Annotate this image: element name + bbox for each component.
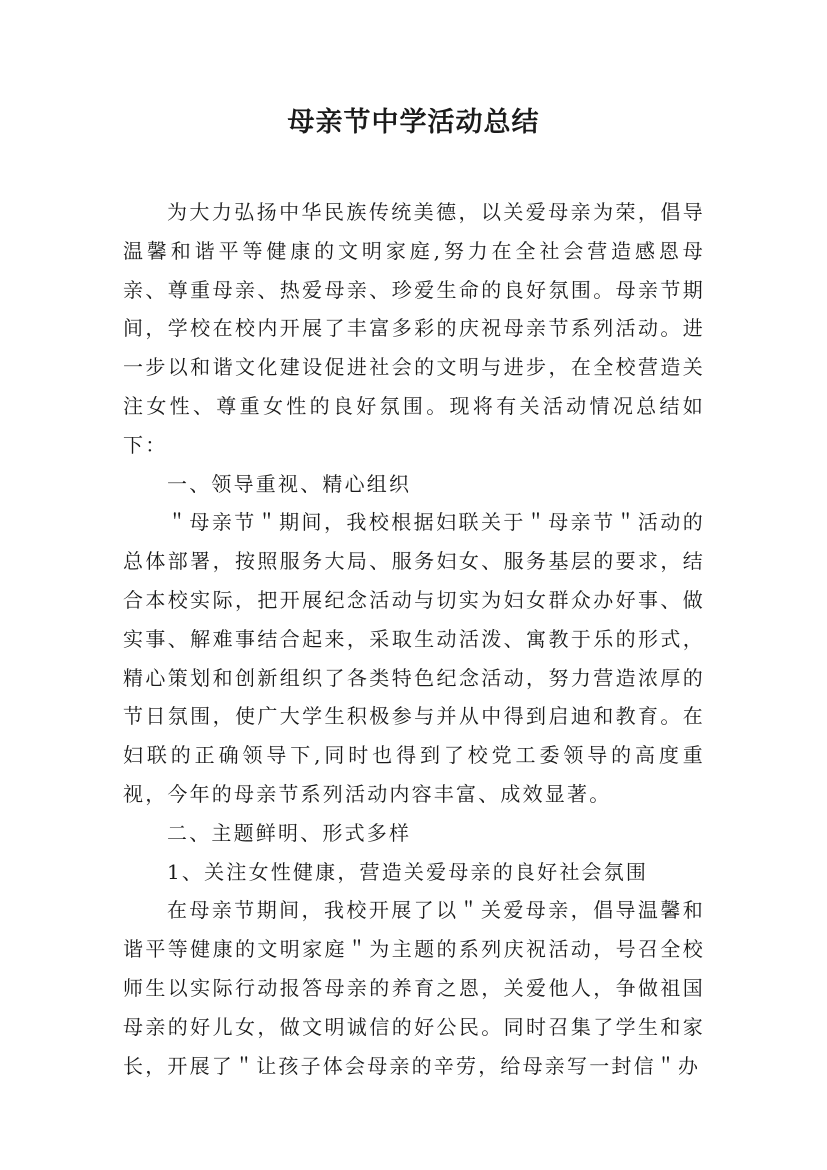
leadership-paragraph: ＂母亲节＂期间，我校根据妇联关于＂母亲节＂活动的总体部署，按照服务大局、服务妇女、服务基层的要求，结合本校实际，把开展纪念活动与切实为妇女群众办好事、做实事、解难事结合起来，采取生动活泼、寓教于乐的形式，精心策划和创新组织了各类特色纪念活动，努力营造浓厚的节日氛围，使广大学生积极参与并从中得到启迪和教育。在妇联的正确领导下,同时也得到了校党工委领导的高度重视，今年的母亲节系列活动内容丰富、成效显著。	[123, 510, 705, 806]
section-heading-leadership: 一、领导重视、精心组织	[167, 471, 412, 496]
section-heading-theme: 二、主题鲜明、形式多样	[167, 820, 412, 845]
intro-paragraph: 为大力弘扬中华民族传统美德，以关爱母亲为荣，倡导温馨和谐平等健康的文明家庭,努力在全社会营造感恩母亲、尊重母亲、热爱母亲、珍爱生命的良好氛围。母亲节期间，学校在校内开展了丰富多彩的庆祝母亲节系列活动。进一步以和谐文化建设促进社会的文明与进步，在全校营造关注女性、尊重女性的良好氛围。现将有关活动情况总结如下：	[123, 200, 705, 457]
document-title: 母亲节中学活动总结	[287, 107, 540, 138]
subsection-heading-health: 1、关注女性健康，营造关爱母亲的良好社会氛围	[167, 859, 649, 884]
document-body	[123, 193, 705, 1085]
activities-paragraph: 在母亲节期间，我校开展了以＂关爱母亲，倡导温馨和谐平等健康的文明家庭＂为主题的系列庆祝活动，号召全校师生以实际行动报答母亲的养育之恩，关爱他人，争做祖国母亲的好儿女，做文明诚信的好公民。同时召集了学生和家长，开展了＂让孩子体会母亲的辛劳，给母亲写一封信＂办	[123, 898, 705, 1078]
